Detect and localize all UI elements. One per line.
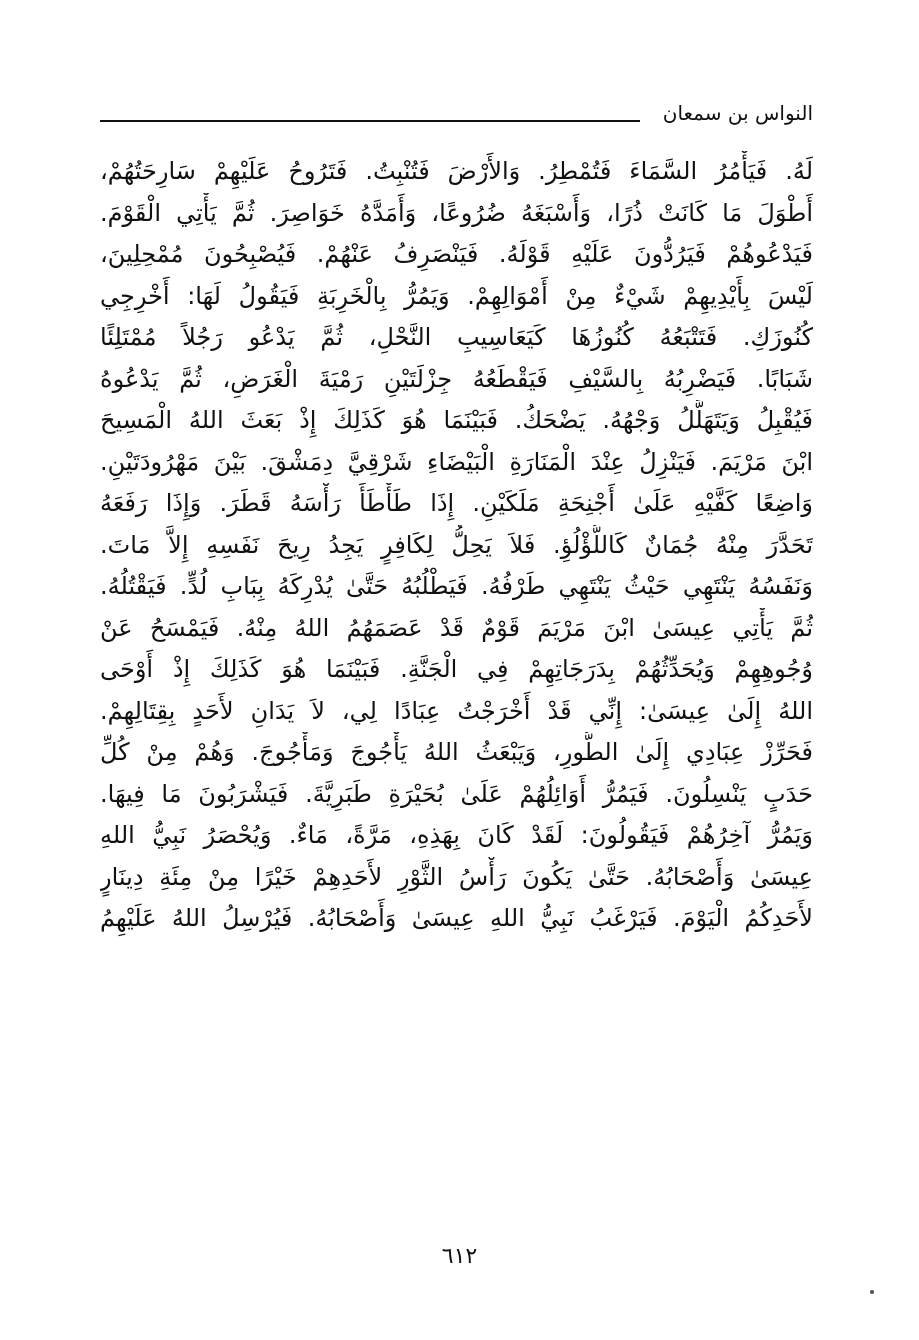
text-line: فَحَرِّزْ عِبَادِي إِلَىٰ الطُّورِ، وَيَبْعَثُ اللهُ يَأْجُوجَ وَمَأْجُوجَ. وَهُمْ مِنْ كُلِّ bbox=[100, 738, 813, 766]
page-number: ٦١٢ bbox=[441, 1244, 478, 1269]
text-line: ابْنَ مَرْيَمَ. فَيَنْزِلُ عِنْدَ الْمَنَارَةِ الْبَيْضَاءِ شَرْقِيَّ دِمَشْقَ. بَيْنَ مَهْرُودَتَيْنِ. bbox=[100, 447, 813, 476]
text-line: اللهُ إِلَىٰ عِيسَىٰ: إِنِّي قَدْ أَخْرَجْتُ عِبَادًا لِي، لاَ يَدَانِ لأَحَدٍ بِقِتَالِهِمْ. bbox=[100, 696, 813, 725]
text-line: أَطْوَلَ مَا كَانَتْ ذُرًا، وَأَسْبَغَهُ ضُرُوعًا، وَأَمَدَّهُ خَوَاصِرَ. ثُمَّ يَأْتِي الْقَوْمَ. bbox=[100, 198, 813, 227]
header-title: النواس بن سمعان bbox=[662, 101, 813, 125]
text-line: كُنُوزَكِ. فَتَتْبَعُهُ كُنُوزُهَا كَيَعَاسِيبِ النَّحْلِ، ثُمَّ يَدْعُو رَجُلاً مُمْتَلِئًا bbox=[100, 323, 813, 351]
text-line: لَيْسَ بِأَيْدِيهِمْ شَيْءٌ مِنْ أَمْوَالِهِمْ. وَيَمُرُّ بِالْخَرِبَةِ فَيَقُولُ لَهَا: أَخْرِجِي bbox=[100, 281, 813, 310]
text-line: لَهُ. فَيَأْمُرُ السَّمَاءَ فَتُمْطِرُ. وَالأَرْضَ فَتُنْبِتُ. فَتَرُوحُ عَلَيْهِمْ سَارِحَتُهُمْ، bbox=[100, 157, 813, 185]
text-line: وُجُوهِهِمْ وَيُحَدِّثُهُمْ بِدَرَجَاتِهِمْ فِي الْجَنَّةِ. فَبَيْنَمَا هُوَ كَذَلِكَ إِذْ أَوْحَى bbox=[100, 655, 813, 683]
text-line: وَاضِعًا كَفَّيْهِ عَلَىٰ أَجْنِحَةِ مَلَكَيْنِ. إِذَا طَأْطَأَ رَأْسَهُ قَطَرَ. وَإِذَا رَفَعَهُ bbox=[100, 489, 813, 517]
text-line: حَدَبٍ يَنْسِلُونَ. فَيَمُرُّ أَوَائِلُهُمْ عَلَىٰ بُحَيْرَةِ طَبَرِيَّةَ. فَيَشْرَبُونَ مَا فِيهَا. bbox=[100, 779, 813, 808]
text-line: لأَحَدِكُمُ الْيَوْمَ. فَيَرْغَبُ نَبِيُّ اللهِ عِيسَىٰ وَأَصْحَابُهُ. فَيُرْسِلُ اللهُ عَلَيْهِمُ bbox=[100, 904, 813, 932]
text-line: فَيَدْعُوهُمْ فَيَرُدُّونَ عَلَيْهِ قَوْلَهُ. فَيَنْصَرِفُ عَنْهُمْ. فَيُصْبِحُونَ مُمْحِلِينَ، bbox=[100, 240, 813, 268]
text-line: شَبَابًا. فَيَضْرِبُهُ بِالسَّيْفِ فَيَقْطَعُهُ جِزْلَتَيْنِ رَمْيَةَ الْغَرَضِ، ثُمَّ يَدْعُوهُ bbox=[100, 364, 813, 393]
text-line: وَنَفَسُهُ يَنْتَهِي حَيْثُ يَنْتَهِي طَرْفُهُ. فَيَطْلُبُهُ حَتَّىٰ يُدْرِكَهُ بِبَابِ لُدٍّ. فَيَقْتُلُهُ. bbox=[100, 572, 813, 600]
body-text bbox=[100, 151, 813, 940]
text-line: وَيَمُرُّ آخِرُهُمْ فَيَقُولُونَ: لَقَدْ كَانَ بِهَذِهِ، مَرَّةً، مَاءٌ. وَيُحْصَرُ نَبِيُّ اللهِ bbox=[100, 821, 813, 849]
margin-dot bbox=[870, 1290, 874, 1294]
text-line: ثُمَّ يَأْتِي عِيسَىٰ ابْنَ مَرْيَمَ قَوْمٌ قَدْ عَصَمَهُمُ اللهُ مِنْهُ. فَيَمْسَحُ عَنْ bbox=[100, 613, 813, 642]
text-line: عِيسَىٰ وَأَصْحَابُهُ. حَتَّىٰ يَكُونَ رَأْسُ الثَّوْرِ لأَحَدِهِمْ خَيْرًا مِنْ مِئَةِ دِينَارٍ bbox=[100, 862, 813, 891]
text-line: فَيُقْبِلُ وَيَتَهَلَّلُ وَجْهُهُ. يَضْحَكُ. فَبَيْنَمَا هُوَ كَذَلِكَ إِذْ بَعَثَ اللهُ الْمَسِيحَ bbox=[100, 406, 813, 434]
header-rule bbox=[100, 120, 640, 122]
running-header bbox=[100, 100, 813, 130]
text-line: تَحَدَّرَ مِنْهُ جُمَانٌ كَاللُّؤْلُؤِ. فَلاَ يَحِلُّ لِكَافِرٍ يَجِدُ رِيحَ نَفَسِهِ إِلاَّ مَاتَ. bbox=[100, 530, 813, 559]
